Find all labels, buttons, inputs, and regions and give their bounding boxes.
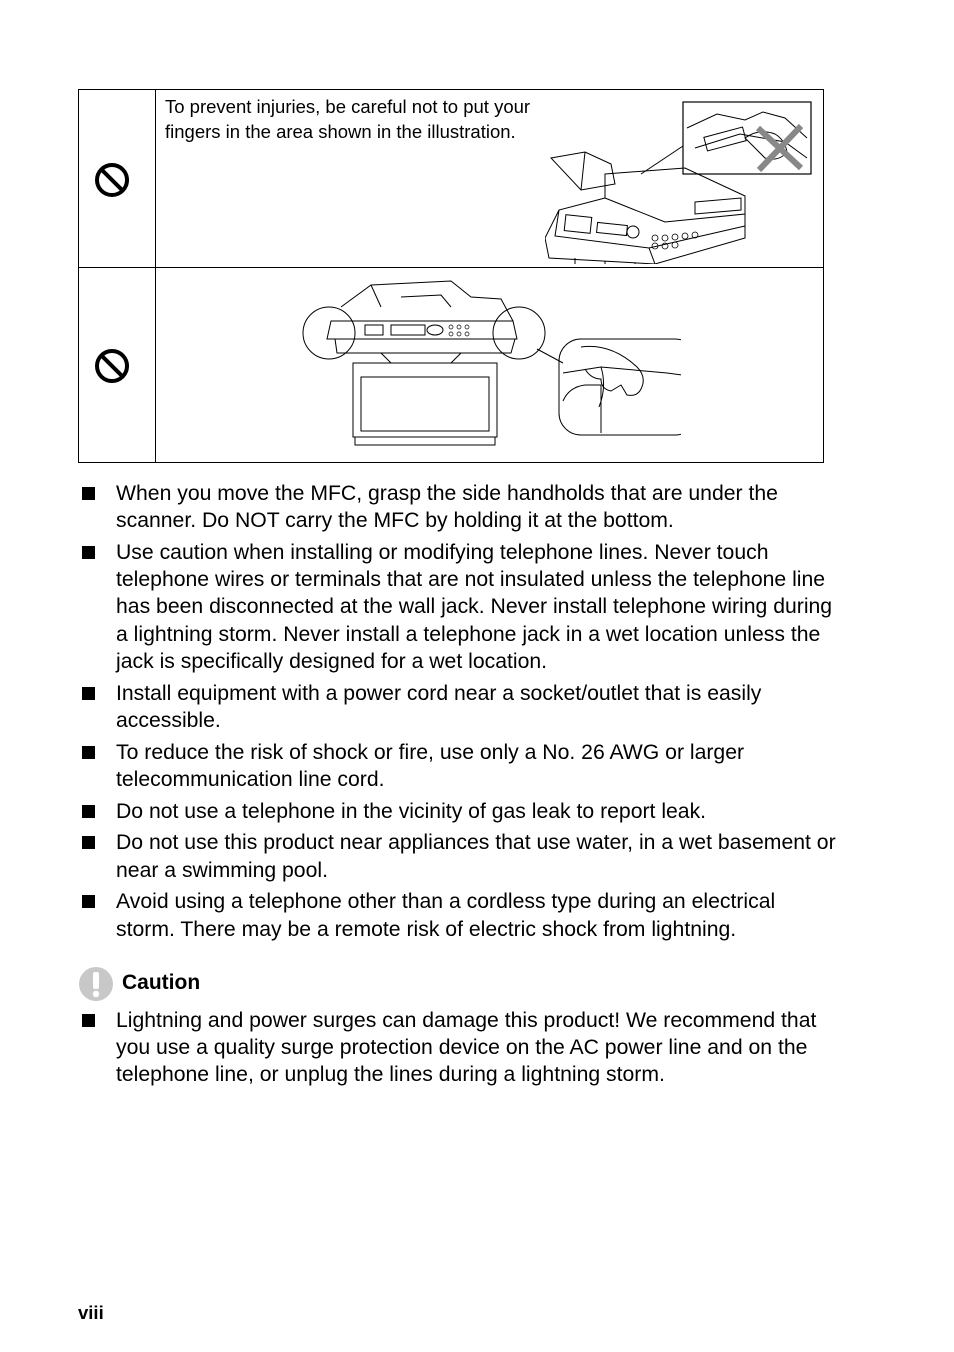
list-item-text: Avoid using a telephone other than a cordless type during an electrical storm. There may be a remote risk of electric shock from lightning. — [116, 890, 776, 941]
list-item-text: Lightning and power surges can damage this product! We recommend that you use a quality surge protection device on the AC power line and on the telephone line, or unplug the lines during a lightning storm. — [116, 1009, 817, 1087]
list-item — [78, 739, 838, 793]
list-item — [78, 680, 838, 734]
list-item — [78, 480, 838, 534]
list-item-text: To reduce the risk of shock or fire, use only a No. 26 AWG or larger telecommunication line cord. — [116, 740, 745, 791]
warning-icon-cell — [79, 267, 156, 462]
page-number: viii — [78, 1302, 104, 1323]
warning-row-1 — [79, 90, 823, 268]
warning-icon-cell — [79, 90, 156, 267]
list-item — [78, 888, 838, 942]
bullet-square-icon — [82, 836, 95, 849]
prohibited-icon — [94, 348, 130, 384]
list-item-text: Do not use a telephone in the vicinity of gas leak to report leak. — [116, 799, 707, 823]
bullet-square-icon — [82, 895, 95, 908]
bullet-square-icon — [82, 746, 95, 759]
caution-icon — [78, 966, 114, 1002]
list-item-text: Install equipment with a power cord near a socket/outlet that is easily accessible. — [116, 681, 762, 732]
fingers-warning-illustration — [545, 98, 815, 264]
handhold-illustration — [301, 277, 681, 452]
list-item — [78, 829, 838, 883]
bullet-square-icon — [82, 1014, 95, 1027]
bullet-square-icon — [82, 487, 95, 500]
list-item-text: Do not use this product near appliances that use water, in a wet basement or near a swimming pool. — [116, 831, 836, 882]
bullet-square-icon — [82, 546, 95, 559]
list-item — [78, 1007, 838, 1089]
list-item — [78, 798, 838, 825]
prohibited-icon — [94, 162, 130, 198]
warning-row-2 — [79, 267, 823, 462]
bullet-square-icon — [82, 687, 95, 700]
list-item-text: When you move the MFC, grasp the side handholds that are under the scanner. Do NOT carry the MFC by holding it at the bottom. — [116, 482, 778, 533]
list-item-text: Use caution when installing or modifying telephone lines. Never touch telephone wires or terminals that are not insulated unless the telephone line has been disconnected at the wall jack. Never install telephone wiring during a lightning storm. Never install a telephone jack in a wet location unless the jack is specifically designed for a wet location. — [116, 541, 833, 673]
caution-label: Caution — [122, 971, 201, 994]
safety-bullet-list — [78, 480, 838, 947]
bullet-square-icon — [82, 805, 95, 818]
warning-table — [78, 89, 824, 463]
caution-list — [78, 1007, 838, 1093]
warning-row-1-text: To prevent injuries, be careful not to put your fingers in the area shown in the illustration. — [165, 96, 531, 142]
list-item — [78, 539, 838, 675]
